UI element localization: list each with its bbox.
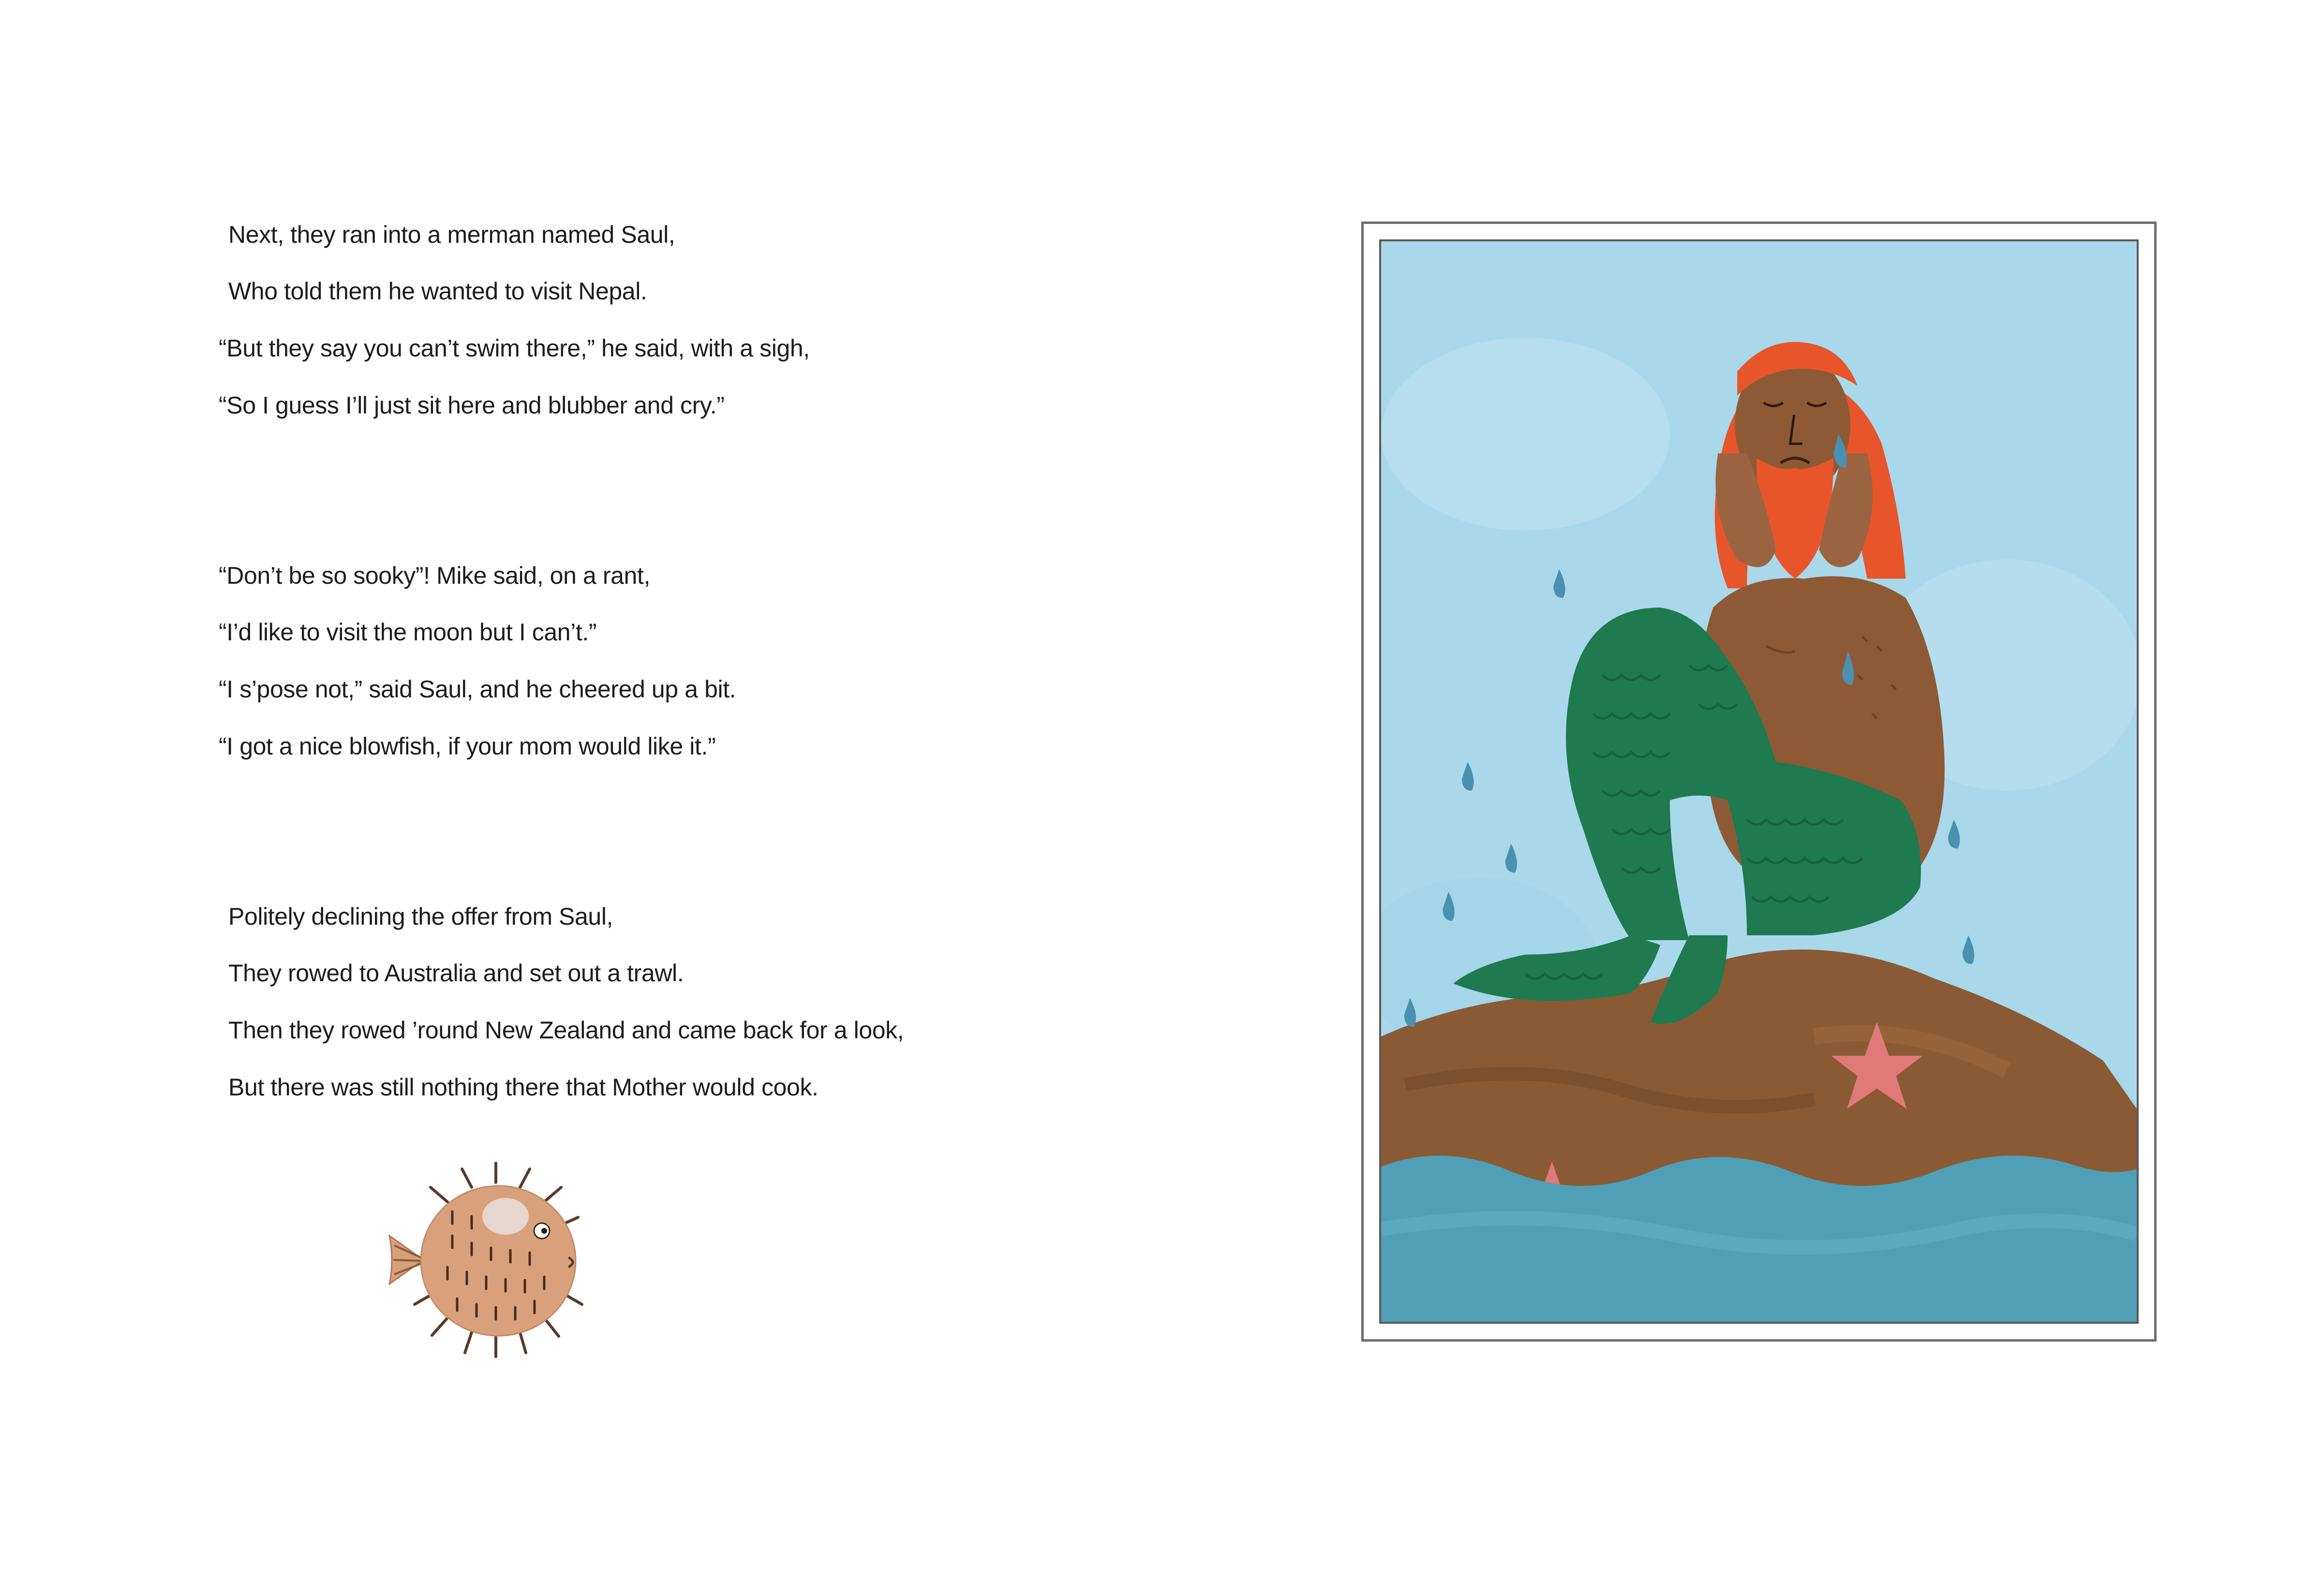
stanza-line: They rowed to Australia and set out a trawl.: [228, 960, 684, 987]
stanza-line: “I s’pose not,” said Saul, and he cheered up a bit.: [219, 676, 736, 703]
stanza-line: “So I guess I’ll just sit here and blubber and cry.”: [219, 392, 725, 419]
stanza-line: “Don’t be so sooky”! Mike said, on a rant,: [219, 562, 650, 589]
stanza-line: “I’d like to visit the moon but I can’t.”: [219, 619, 597, 646]
blowfish-illustration: [375, 1153, 617, 1366]
stanza-line: But there was still nothing there that Mother would cook.: [228, 1074, 819, 1101]
stanza-line: “But they say you can’t swim there,” he said, with a sigh,: [219, 335, 810, 362]
stanza-line: Then they rowed ’round New Zealand and came back for a look,: [228, 1017, 904, 1044]
merman-illustration: [1379, 239, 2139, 1324]
stanza-line: Politely declining the offer from Saul,: [228, 903, 613, 930]
merman-scene: [1381, 241, 2137, 1322]
stanza-line: Next, they ran into a merman named Saul,: [228, 221, 675, 248]
illustration-frame: [1361, 222, 2157, 1342]
blowfish-drawing: [375, 1153, 617, 1366]
stanza-line: Who told them he wanted to visit Nepal.: [228, 278, 647, 305]
stanza-line: “I got a nice blowfish, if your mom would like it.”: [219, 733, 716, 760]
